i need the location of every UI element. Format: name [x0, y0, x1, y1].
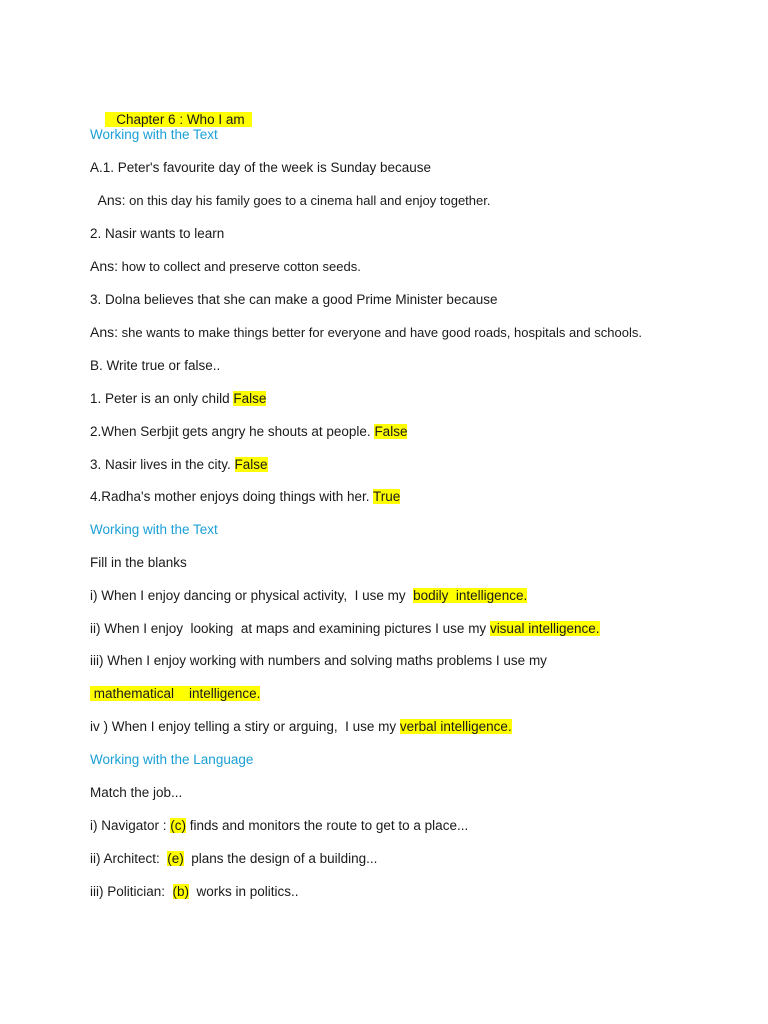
tf-answer: False [233, 391, 267, 406]
match-title: Match the job... [90, 785, 183, 800]
fill-blanks-title: Fill in the blanks [90, 555, 187, 570]
question-2: 2. Nasir wants to learn [90, 226, 225, 241]
match-answer: (c) [170, 818, 187, 833]
answer-a1 [90, 191, 490, 210]
section-b-title: B. Write true or false.. [90, 358, 221, 373]
match-job: i) Navigator : [90, 818, 171, 833]
tf-question: 4.Radha's mother enjoys doing things with her. [90, 489, 373, 504]
answer-label: Ans: [90, 324, 119, 340]
section-heading-3: Working with the Language [90, 752, 254, 767]
true-false-3 [90, 456, 268, 474]
fill-blank-4 [90, 718, 512, 736]
answer-text: on this day his family goes to a cinema hall and enjoy together. [125, 193, 491, 208]
answer-text: how to collect and preserve cotton seeds. [118, 259, 361, 274]
tf-answer: False [234, 457, 268, 472]
chapter-title: Chapter 6 : Who I am [105, 112, 252, 127]
answer-label: Ans: [97, 192, 126, 208]
answer-text: she wants to make things better for everyone and have good roads, hospitals and schools. [118, 325, 642, 340]
tf-answer: False [374, 424, 408, 439]
match-item-3 [90, 883, 299, 901]
section-heading-2: Working with the Text [90, 522, 218, 537]
fill-question: i) When I enjoy dancing or physical activity, I use my [90, 588, 414, 603]
fill-answer: bodily intelligence. [413, 588, 528, 603]
answer-2 [90, 257, 361, 276]
fill-answer: verbal intelligence. [399, 719, 512, 734]
match-description: finds and monitors the route to get to a place... [186, 818, 469, 833]
fill-answer: mathematical intelligence. [90, 686, 261, 701]
fill-blank-2 [90, 620, 600, 638]
match-description: plans the design of a building... [183, 851, 378, 866]
section-heading-1: Working with the Text [90, 127, 218, 142]
tf-answer: True [373, 489, 401, 504]
question-a1: A.1. Peter's favourite day of the week is Sunday because [90, 160, 432, 175]
true-false-2 [90, 423, 407, 441]
match-job: ii) Architect: [90, 851, 168, 866]
match-answer: (e) [167, 851, 184, 866]
match-job: iii) Politician: [90, 884, 173, 899]
fill-answer: visual intelligence. [489, 621, 600, 636]
tf-question: 1. Peter is an only child [90, 391, 234, 406]
fill-blank-3-answer-line [90, 685, 260, 703]
match-item-2 [90, 850, 377, 868]
fill-blank-1 [90, 587, 527, 605]
answer-label: Ans: [90, 258, 119, 274]
tf-question: 2.When Serbjit gets angry he shouts at people. [90, 424, 375, 439]
fill-question: ii) When I enjoy looking at maps and examining pictures I use my [90, 621, 490, 636]
tf-question: 3. Nasir lives in the city. [90, 457, 235, 472]
true-false-4 [90, 488, 400, 506]
true-false-1 [90, 390, 266, 408]
fill-blank-3: iii) When I enjoy working with numbers and solving maths problems I use my [90, 653, 547, 668]
match-answer: (b) [172, 884, 190, 899]
fill-question: iv ) When I enjoy telling a stiry or arguing, I use my [90, 719, 400, 734]
match-description: works in politics.. [189, 884, 299, 899]
answer-3 [90, 323, 642, 342]
question-3: 3. Dolna believes that she can make a good Prime Minister because [90, 292, 498, 307]
match-item-1 [90, 817, 468, 835]
